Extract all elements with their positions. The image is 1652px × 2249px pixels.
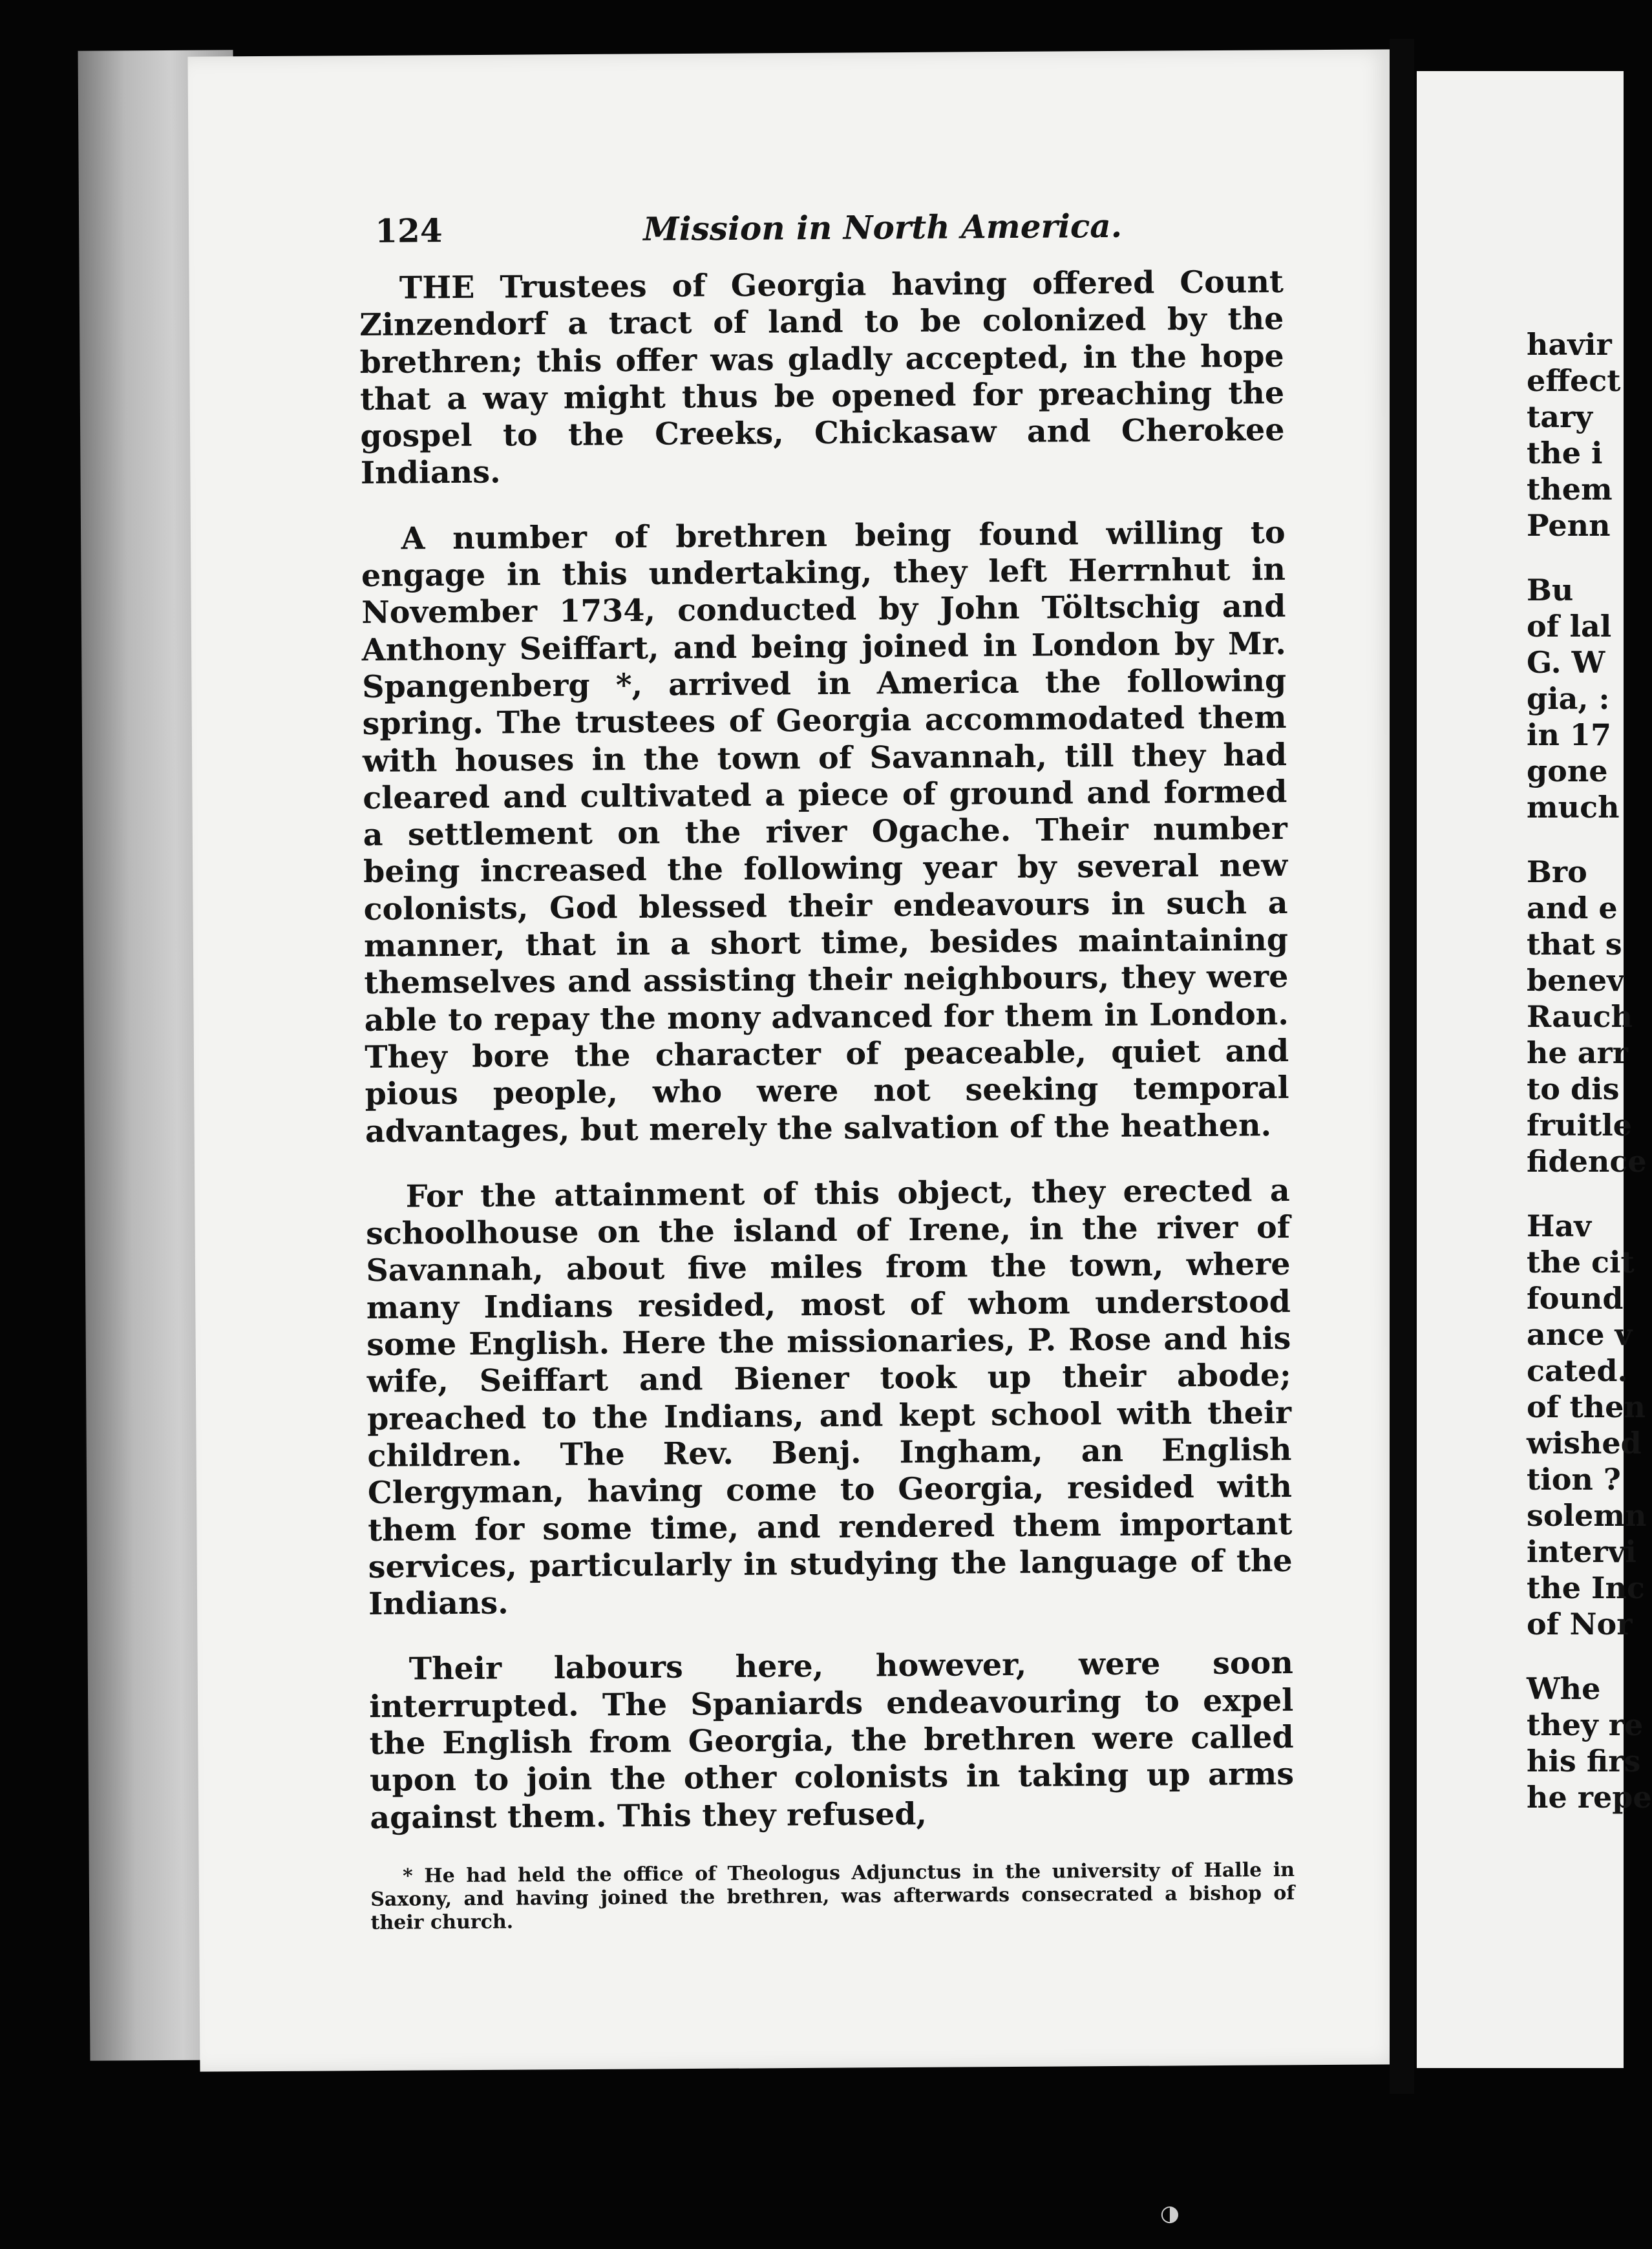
right-page-line-fragment: to dis [1527, 1072, 1620, 1106]
right-page-line-fragment: and e [1527, 891, 1618, 925]
right-page-line-fragment: intervi [1527, 1534, 1636, 1569]
right-page-line-fragment: of lal [1527, 609, 1612, 644]
right-page-line-fragment: of Nor [1527, 1607, 1633, 1642]
scan-artifact-mark: ◑ [1160, 2201, 1180, 2226]
right-page-paragraph-gap [1527, 1642, 1603, 1671]
right-page-line-fragment: benev [1527, 963, 1624, 998]
right-page-line-fragment: his firs [1527, 1744, 1641, 1779]
paragraph-2: A number of brethren being found willing to engage in this undertaking, they left Herrnhut in November 1734, conducted by John Töltschig and Anthony Seiffart, and being joined in London by Mr. Spangenberg *, arrived in America the following spring. The trustees of Georgia accommodated them with houses in the town of Savannah, till they had cleared and cultivated a piece of ground and formed a settlement on the river Ogache. Their number being increased the following year by several new colonists, God blessed their endeavours in such a manner, that in a short time, besides maintaining themselves and assisting their neighbours, they were able to repay the mony advanced for them in London. They bore the character of peaceable, quiet and pious people, who were not seeking temporal advantages, but merely the salvation of the heathen. [361, 514, 1289, 1150]
paragraph-4: Their labours here, however, were soon interrupted. The Spaniards endeavouring to expel the English from Georgia, the brethren were called upon to join the other colonists in taking up arms against them. This they refused, [369, 1645, 1295, 1836]
left-page-text-column [359, 199, 1295, 1935]
right-page-paragraph-gap [1527, 825, 1603, 854]
right-page-line-fragment: effect [1527, 363, 1621, 398]
right-page-line-fragment: Bu [1527, 573, 1574, 607]
footnote: * He had held the office of Theologus Adjunctus in the university of Halle in Saxony, and having joined the brethren, was afterwards consecrated a bishop of their church. [370, 1858, 1295, 1934]
paragraph-3: For the attainment of this object, they erected a schoolhouse on the island of Irene, in the river of Savannah, about five miles from the town, where many Indians resided, most of whom understood some English. Here the missionaries, P. Rose and his wife, Seiffart and Biener took up their abode; preached to the Indians, and kept school with their children. The Rev. Benj. Ingham, an English Clergyman, having come to Georgia, resided with them for some time, and rendered them important services, particularly in studying the language of the Indians. [365, 1172, 1293, 1623]
body-text [359, 264, 1295, 1837]
right-page-line-fragment: Hav [1527, 1209, 1591, 1243]
right-page-line-fragment: G. W [1527, 645, 1605, 680]
right-page-line-fragment: gone [1527, 754, 1608, 788]
right-page-line-fragment: them [1527, 472, 1613, 507]
right-page-line-fragment: tion ? [1527, 1462, 1621, 1497]
running-title: Mission in North America. [643, 206, 1123, 248]
right-page-line-fragment: in 17 [1527, 717, 1611, 752]
page-number: 124 [375, 211, 443, 250]
right-page-line-fragment: they re [1527, 1707, 1644, 1742]
right-page-line-fragment: cated. [1527, 1353, 1628, 1388]
right-page-line-fragment: fidence [1527, 1144, 1647, 1179]
right-page-line-fragment: much [1527, 790, 1620, 825]
right-page-line-fragment: of then [1527, 1389, 1646, 1424]
right-page-line-fragment: he arr [1527, 1035, 1629, 1070]
right-page-line-fragment: havir [1527, 327, 1612, 362]
right-page-line-fragment: he repe [1527, 1780, 1652, 1815]
right-page-line-fragment: that s [1527, 927, 1622, 962]
right-page-line-fragment: wished [1527, 1426, 1642, 1461]
right-page-line-fragment: the Inc [1527, 1570, 1645, 1605]
right-page-line-fragment: ance v [1527, 1317, 1633, 1352]
book-gutter [1390, 39, 1414, 2094]
right-page-text-fragments [1527, 326, 1652, 1815]
right-page-paragraph-gap [1527, 544, 1603, 572]
right-page-line-fragment: Bro [1527, 854, 1587, 889]
right-page-line-fragment: Whe [1527, 1671, 1601, 1706]
right-page-line-fragment: solemn [1527, 1498, 1647, 1533]
right-page-line-fragment: found [1527, 1281, 1624, 1316]
right-page-line-fragment: the i [1527, 436, 1603, 470]
right-page-line-fragment: the cit [1527, 1245, 1635, 1280]
right-page-line-fragment: Penn [1527, 508, 1611, 543]
page-header [359, 199, 1284, 264]
right-page-paragraph-gap [1527, 1179, 1603, 1208]
paragraph-1: THE Trustees of Georgia having offered Count Zinzendorf a tract of land to be colonized by the brethren; this offer was gladly accepted, in the hope that a way might thus be opened for preaching the gospel to the Creeks, Chickasaw and Cherokee Indians. [359, 264, 1285, 492]
right-page-line-fragment: tary [1527, 399, 1593, 434]
right-page-line-fragment: fruitle [1527, 1108, 1632, 1143]
right-page-line-fragment: gia, : [1527, 681, 1610, 716]
right-page-line-fragment: Rauch [1527, 999, 1633, 1034]
